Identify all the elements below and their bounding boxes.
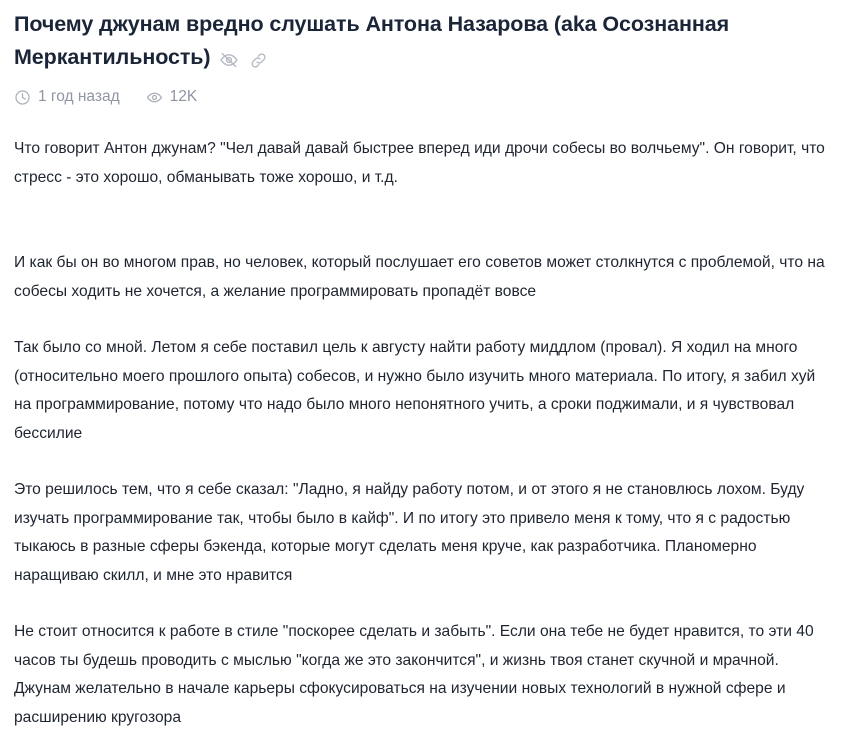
article-paragraph: Не стоит относится к работе в стиле "поскорее сделать и забыть". Если она тебе не будет нравится, то эти 40 часов ты будешь проводить с мыслью "когда же это закончится", и жизнь твоя станет скучной и мрачной. Джунам желательно в начале карьеры сфокусироваться на изучении новых технологий в нужной сфере и расширению кругозора [14,623,814,726]
page-title-text: Почему джунам вредно слушать Антона Назарова (aka Осознанная Меркантильность) [14,12,730,69]
eye-off-icon[interactable] [219,50,239,70]
article-paragraph: Это решилось тем, что я себе сказал: "Ладно, я найду работу потом, и от этого я не становлюсь лохом. Буду изучать программирование так, чтобы было в кайф". И по итогу это привело меня к тому, что я с радостью тыкаюсь в разные сферы бэкенда, которые могут сделать меня круче, как разработчика. Планомерно наращиваю скилл, и мне это нравится [14,481,805,584]
article-paragraph: Так было со мной. Летом я себе поставил цель к августу найти работу миддлом (провал). Я ходил на много (относительно моего прошлого опыта) собесов, и нужно было изучить много материала. По итогу, я забил хуй на программирование, потому что надо было много непонятного учить, а сроки поджимали, и я чувствовал бессилие [14,339,816,442]
views-count: 12K [169,88,198,105]
eye-icon [146,89,163,106]
title-icon-group [219,43,278,76]
meta-published [14,87,120,107]
link-icon[interactable] [249,51,268,70]
article-body [14,135,827,732]
clock-icon [14,89,31,106]
published-date: 1 год назад [38,88,120,105]
meta-views [146,87,198,107]
article-paragraph: Что говорит Антон джунам? "Чел давай давай быстрее вперед иди дрочи собесы во волчьему". Он говорит, что стресс - это хорошо, обманывать тоже хорошо, и т.д. [14,140,825,186]
article-meta [14,87,827,107]
page-title [14,8,827,76]
article-paragraph: И как бы он во многом прав, но человек, который послушает его советов может столкнутся с проблемой, что на собесы ходить не хочется, а желание программировать пропадёт вовсе [14,254,825,300]
title-block [14,0,827,76]
